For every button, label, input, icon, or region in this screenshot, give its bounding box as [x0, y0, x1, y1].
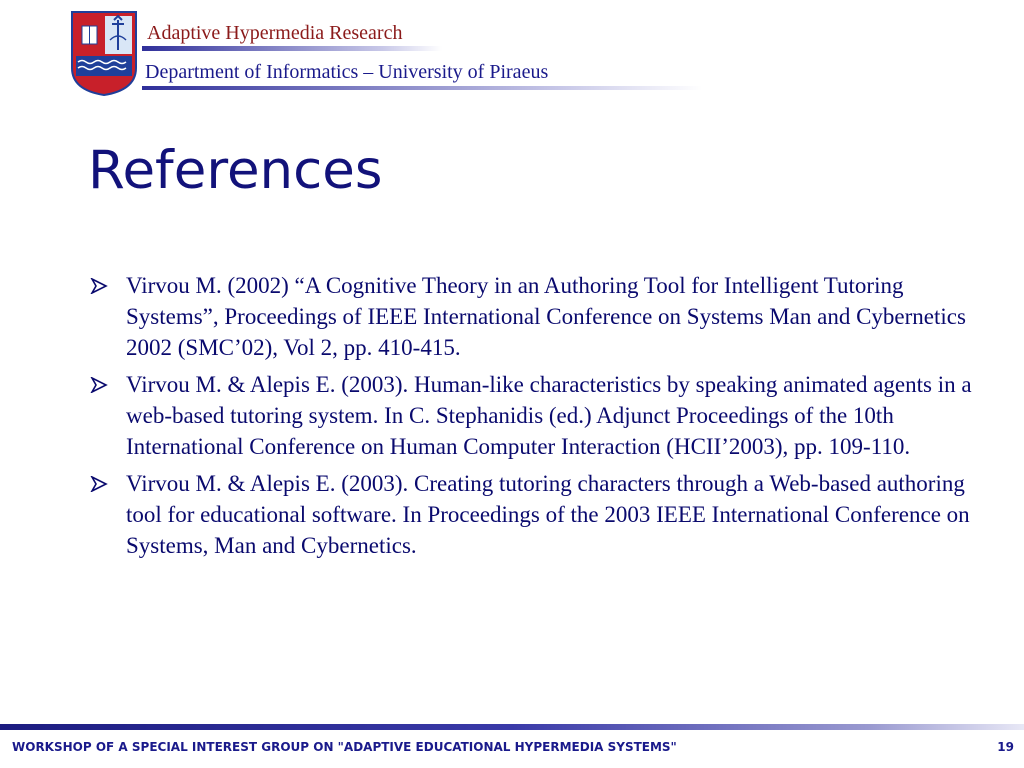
reference-text: Virvou M. (2002) “A Cognitive Theory in an Authoring Tool for Intelligent Tutoring Systems”, Proceedings of IEEE International Conference on Systems Man and Cybernetics 2002 (SMC’02), Vol 2, pp. 410-415.: [126, 273, 966, 360]
university-crest-logo: [70, 10, 138, 96]
arrow-bullet-icon: [90, 377, 108, 393]
header-divider-top: [142, 46, 442, 51]
reference-item: [88, 369, 998, 462]
header-divider-bottom: [142, 86, 702, 90]
page-number: 19: [997, 740, 1014, 754]
department-name: Department of Informatics – University of Piraeus: [145, 61, 549, 83]
institution-name: Adaptive Hypermedia Research: [147, 22, 403, 44]
arrow-bullet-icon: [90, 278, 108, 294]
reference-text: Virvou M. & Alepis E. (2003). Creating tutoring characters through a Web-based authoring tool for educational software. In Proceedings of the 2003 IEEE International Conference on Systems, Man and Cybernetics.: [126, 471, 970, 558]
slide-title: References: [88, 140, 383, 201]
reference-item: [88, 270, 998, 363]
reference-text: Virvou M. & Alepis E. (2003). Human-like characteristics by speaking animated agents in a web-based tutoring system. In C. Stephanidis (ed.) Adjunct Proceedings of the 10th International Conference on Human Computer Interaction (HCII’2003), pp. 109-110.: [126, 372, 972, 459]
reference-item: [88, 468, 998, 561]
footer-workshop-title: WORKSHOP OF A SPECIAL INTEREST GROUP ON "ADAPTIVE EDUCATIONAL HYPERMEDIA SYSTEMS": [12, 740, 677, 754]
footer-bar: [0, 724, 1024, 730]
references-list: [88, 270, 998, 567]
arrow-bullet-icon: [90, 476, 108, 492]
